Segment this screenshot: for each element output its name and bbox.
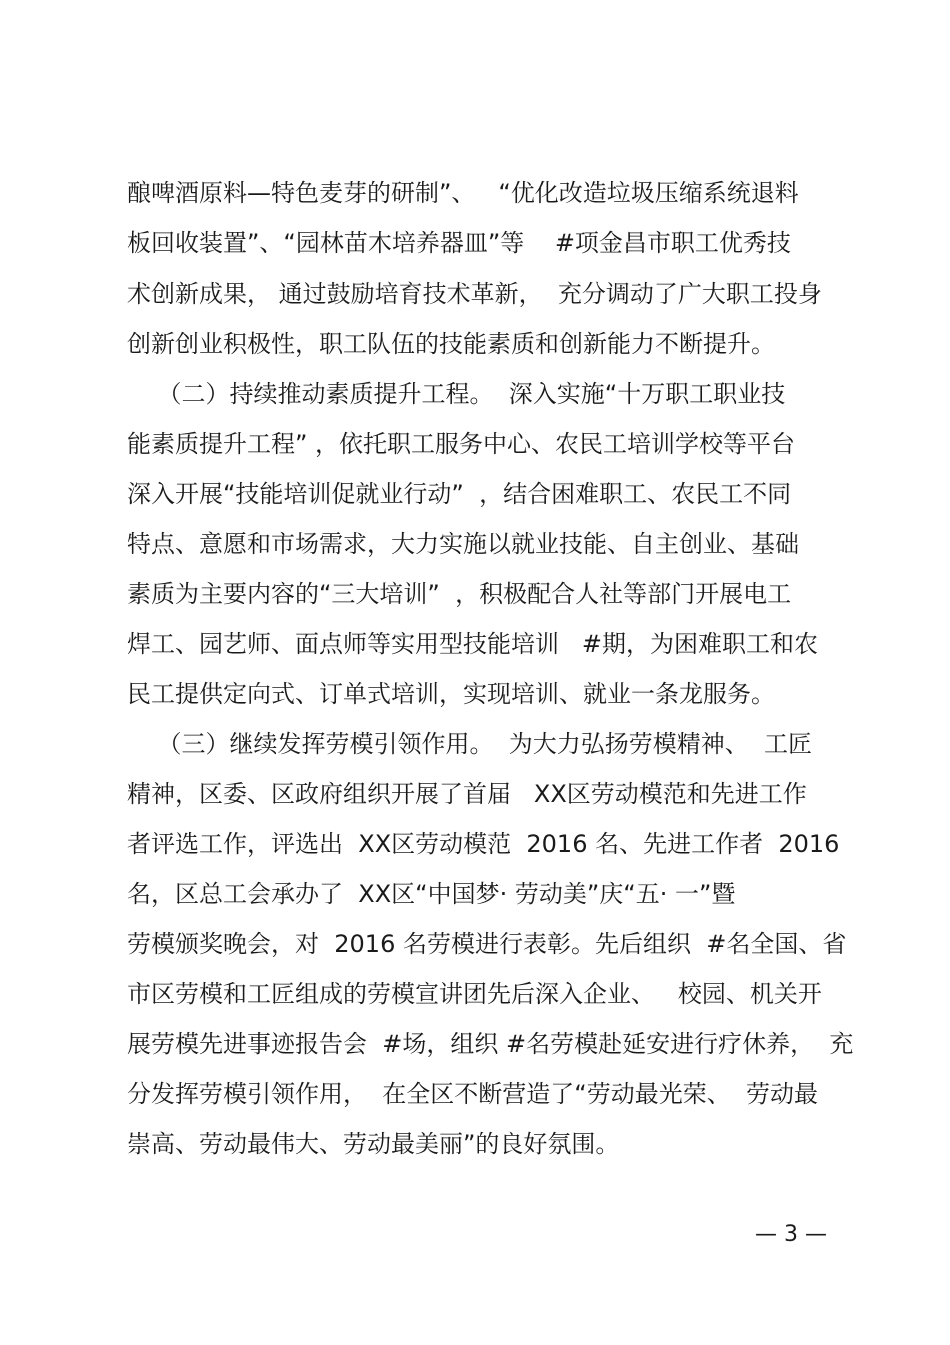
paragraph-line: 展劳模先进事迹报告会 #场，组织 #名劳模赴延安进行疗休养， 充 (127, 1030, 854, 1058)
page-number: — 3 — (755, 1222, 827, 1247)
paragraph-line: 素质为主要内容的“三大培训” ，积极配合人社等部门开展电工 (127, 580, 792, 608)
paragraph-line: 能素质提升工程” ，依托职工服务中心、农民工培训学校等平台 (127, 430, 796, 458)
section-heading-line: （三）继续发挥劳模引领作用。 为大力弘扬劳模精神、 工匠 (127, 730, 813, 758)
paragraph-line: 术创新成果， 通过鼓励培育技术革新， 充分调动了广大职工投身 (127, 280, 822, 308)
paragraph-line: 精神，区委、区政府组织开展了首届 XX区劳动模范和先进工作 (127, 780, 807, 808)
paragraph-line: 创新创业积极性，职工队伍的技能素质和创新能力不断提升。 (127, 330, 775, 358)
paragraph-line: 酿啤酒原料—特色麦芽的研制”、 “优化改造垃圾压缩系统退料 (127, 179, 799, 207)
paragraph-line: 市区劳模和工匠组成的劳模宣讲团先后深入企业、 校园、机关开 (127, 980, 822, 1008)
paragraph-line: 名，区总工会承办了 XX区“中国梦· 劳动美”庆“五· 一”暨 (127, 880, 736, 908)
paragraph-line: 板回收装置”、“园林苗木培养器皿”等 #项金昌市职工优秀技 (127, 229, 791, 257)
paragraph-line: 民工提供定向式、订单式培训，实现培训、就业一条龙服务。 (127, 680, 775, 708)
paragraph-line: 焊工、园艺师、面点师等实用型技能培训 #期，为困难职工和农 (127, 630, 818, 658)
paragraph-line: 崇高、劳动最伟大、劳动最美丽”的良好氛围。 (127, 1130, 620, 1158)
section-heading-line: （二）持续推动素质提升工程。 深入实施“十万职工职业技 (127, 380, 786, 408)
paragraph-line: 特点、意愿和市场需求，大力实施以就业技能、自主创业、基础 (127, 530, 799, 558)
paragraph-line: 深入开展“技能培训促就业行动” ，结合困难职工、农民工不同 (127, 480, 792, 508)
paragraph-line: 劳模颁奖晚会，对 2016 名劳模进行表彰。先后组织 #名全国、省 (127, 930, 847, 958)
paragraph-line: 分发挥劳模引领作用， 在全区不断营造了“劳动最光荣、 劳动最 (127, 1080, 818, 1108)
paragraph-line: 者评选工作，评选出 XX区劳动模范 2016 名、先进工作者 2016 (127, 830, 840, 858)
